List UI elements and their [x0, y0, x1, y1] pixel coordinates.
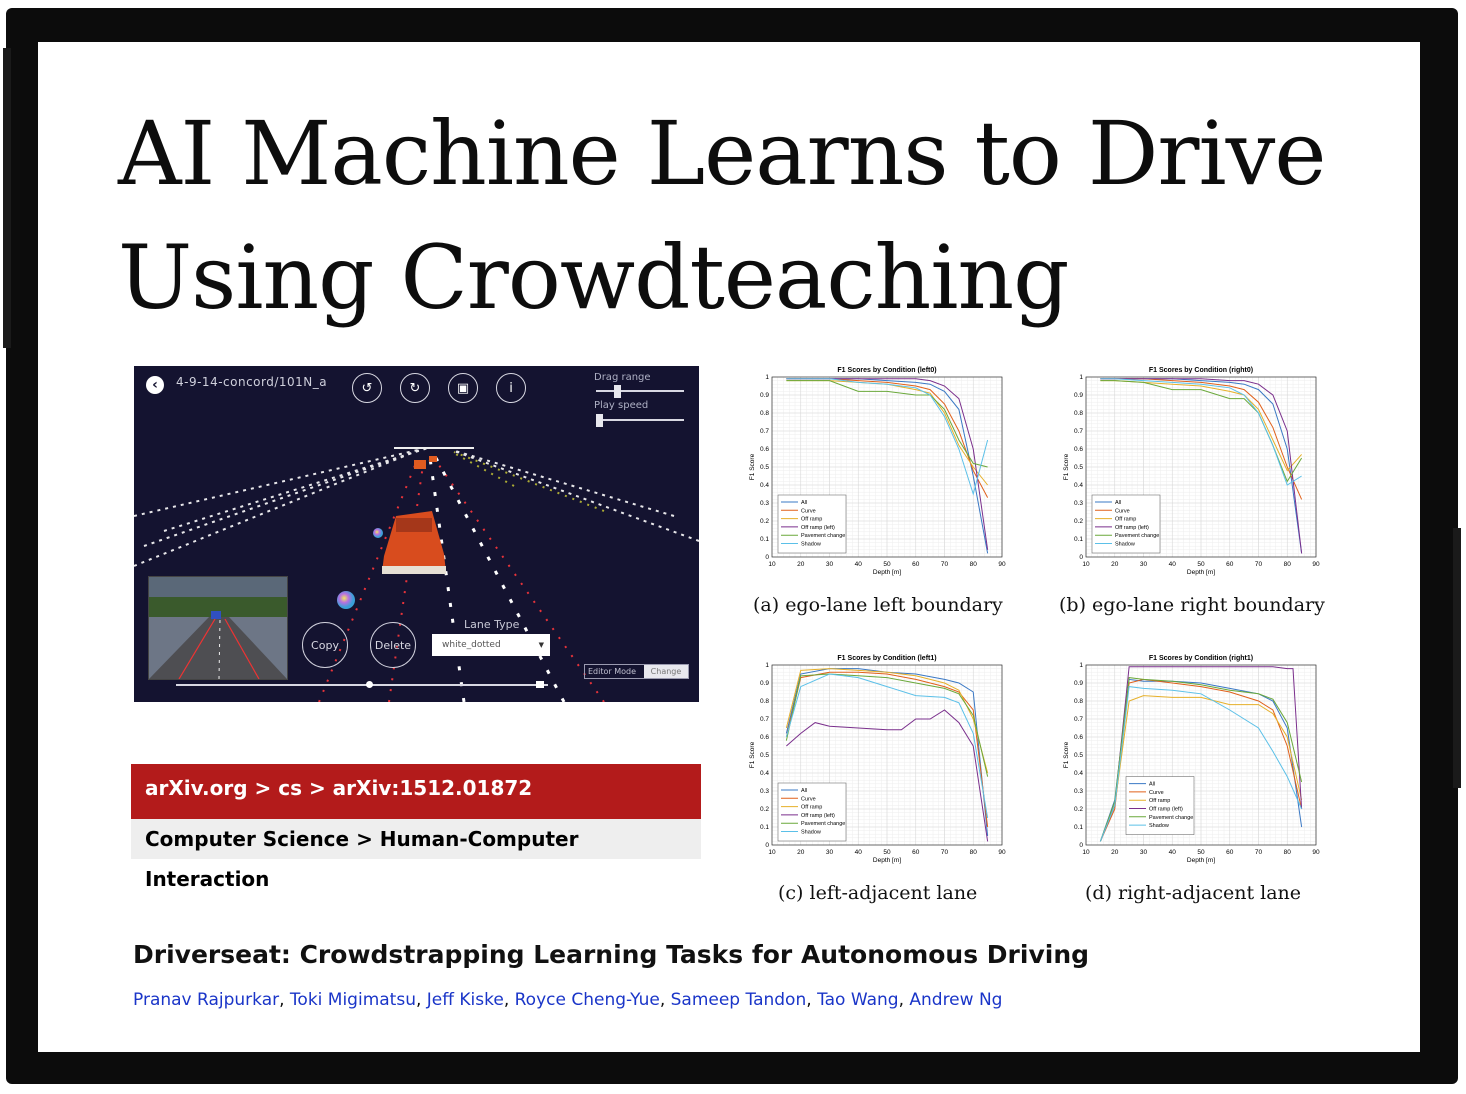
undo-icon[interactable]: ↺ — [352, 373, 382, 403]
legend-label: All — [801, 500, 808, 506]
x-axis-label: Depth [m] — [1186, 857, 1216, 864]
change-mode-button[interactable]: Change — [644, 665, 688, 678]
author-separator: , — [415, 990, 427, 1010]
chart-svg — [1056, 362, 1326, 584]
author-link[interactable]: Tao Wang — [817, 990, 899, 1010]
chart-svg — [742, 650, 1012, 872]
y-tick-label: 0.5 — [1073, 752, 1083, 759]
author-separator: , — [898, 990, 910, 1010]
y-tick-label: 0.9 — [1073, 392, 1083, 399]
caption-c: (c) left-adjacent lane — [778, 882, 978, 904]
y-tick-label: 0.7 — [759, 428, 769, 435]
x-tick-label: 90 — [1312, 849, 1320, 856]
y-tick-label: 0.8 — [1073, 410, 1083, 417]
legend-label: Off ramp — [1149, 798, 1171, 805]
x-axis-label: Depth [m] — [872, 857, 902, 864]
x-tick-label: 30 — [825, 849, 834, 856]
x-tick-label: 80 — [969, 849, 977, 856]
y-tick-label: 0.7 — [1073, 716, 1083, 723]
y-tick-label: 1 — [1079, 662, 1083, 669]
lane-type-select[interactable] — [432, 634, 550, 656]
y-tick-label: 1 — [1079, 374, 1083, 381]
redo-icon[interactable]: ↻ — [400, 373, 430, 403]
timeline-scrubber[interactable] — [176, 684, 548, 686]
legend-label: Pavement change — [1115, 533, 1160, 540]
y-tick-label: 0.8 — [759, 410, 769, 417]
arxiv-breadcrumb-bar: arXiv.org > cs > arXiv:1512.01872 — [131, 764, 701, 819]
y-tick-label: 0 — [765, 554, 769, 561]
f1-chart-right0 — [1056, 362, 1326, 584]
x-tick-label: 70 — [940, 849, 949, 856]
y-tick-label: 0.2 — [1073, 518, 1083, 525]
legend-label: Off ramp — [1115, 516, 1137, 523]
y-tick-label: 0.7 — [759, 716, 769, 723]
y-tick-label: 0.4 — [759, 770, 769, 777]
play-speed-knob[interactable] — [596, 414, 603, 427]
legend-label: Pavement change — [801, 821, 846, 828]
driverseat-editor-screenshot — [134, 366, 699, 702]
x-tick-label: 50 — [1197, 849, 1205, 856]
lane-type-label: Lane Type — [464, 618, 520, 631]
x-tick-label: 60 — [912, 849, 920, 856]
y-tick-label: 0.3 — [759, 788, 769, 795]
legend-label: Off ramp (left) — [801, 812, 835, 819]
y-tick-label: 0.6 — [1073, 446, 1083, 453]
y-tick-label: 0.1 — [1073, 824, 1083, 831]
legend-label: Shadow — [1149, 823, 1169, 830]
x-tick-label: 50 — [883, 849, 891, 856]
author-separator: , — [503, 990, 515, 1010]
delete-button[interactable]: Delete — [370, 622, 416, 668]
y-tick-label: 0.5 — [759, 752, 769, 759]
y-tick-label: 0.6 — [759, 446, 769, 453]
y-tick-label: 0.9 — [759, 392, 769, 399]
chart-svg — [742, 362, 1012, 584]
timeline-end-marker — [536, 681, 544, 688]
author-list — [133, 990, 1002, 1010]
info-icon[interactable]: i — [496, 373, 526, 403]
y-axis-label: F1 Score — [749, 741, 756, 769]
legend-label: Shadow — [801, 541, 821, 548]
x-tick-label: 20 — [1111, 561, 1119, 568]
y-tick-label: 0.1 — [759, 536, 769, 543]
y-tick-label: 0.1 — [1073, 536, 1083, 543]
play-speed-slider[interactable] — [596, 419, 684, 421]
y-tick-label: 0 — [1079, 554, 1083, 561]
x-tick-label: 40 — [854, 849, 862, 856]
x-tick-label: 10 — [768, 849, 776, 856]
editor-mode-toggle[interactable] — [584, 664, 689, 679]
legend-label: Curve — [801, 796, 816, 803]
y-axis-label: F1 Score — [749, 453, 756, 481]
y-tick-label: 0.3 — [1073, 788, 1083, 795]
x-tick-label: 90 — [998, 561, 1006, 568]
x-axis-label: Depth [m] — [1186, 569, 1216, 576]
legend-label: Shadow — [801, 829, 821, 836]
y-tick-label: 0.8 — [759, 698, 769, 705]
arxiv-category-bar: Computer Science > Human-Computer Interaction — [131, 819, 701, 859]
y-tick-label: 0.6 — [1073, 734, 1083, 741]
lane-type-value: white_dotted — [442, 640, 501, 650]
slide-headline — [118, 92, 1418, 340]
f1-chart-left1 — [742, 650, 1012, 872]
legend-label: Curve — [1149, 789, 1164, 796]
headline-line-2: Using Crowdteaching — [118, 226, 1069, 329]
x-tick-label: 70 — [1254, 849, 1263, 856]
legend-label: Shadow — [1115, 541, 1135, 548]
y-tick-label: 0.1 — [759, 824, 769, 831]
play-speed-label: Play speed — [594, 400, 649, 411]
y-tick-label: 0.4 — [1073, 482, 1083, 489]
legend-label: Off ramp (left) — [1115, 524, 1149, 531]
camera-thumbnail — [148, 576, 288, 680]
author-separator: , — [279, 990, 290, 1010]
y-tick-label: 0.6 — [759, 734, 769, 741]
author-link[interactable]: Toki Migimatsu — [289, 990, 416, 1010]
editor-mode-label: Editor Mode — [588, 667, 637, 676]
y-tick-label: 1 — [765, 374, 769, 381]
x-tick-label: 20 — [1111, 849, 1119, 856]
y-axis-label: F1 Score — [1063, 453, 1070, 481]
x-tick-label: 70 — [1254, 561, 1263, 568]
legend-label: Pavement change — [801, 533, 846, 540]
x-tick-label: 80 — [1283, 849, 1291, 856]
x-tick-label: 30 — [1139, 561, 1148, 568]
y-tick-label: 0.4 — [1073, 770, 1083, 777]
author-separator: , — [659, 990, 671, 1010]
y-tick-label: 0.2 — [759, 518, 769, 525]
x-axis-label: Depth [m] — [872, 569, 902, 576]
chevron-down-icon: ▼ — [538, 641, 544, 649]
y-tick-label: 0.9 — [759, 680, 769, 687]
legend-label: Off ramp — [801, 804, 823, 811]
x-tick-label: 10 — [768, 561, 776, 568]
x-tick-label: 20 — [797, 849, 805, 856]
legend-label: Pavement change — [1149, 814, 1194, 821]
chart-title: F1 Scores by Condition (left1) — [837, 655, 937, 662]
author-link[interactable]: Jeff Kiske — [426, 990, 504, 1010]
x-tick-label: 10 — [1082, 849, 1090, 856]
x-tick-label: 70 — [940, 561, 949, 568]
legend-label: All — [1149, 781, 1156, 788]
x-tick-label: 50 — [1197, 561, 1205, 568]
x-tick-label: 80 — [969, 561, 977, 568]
caption-b: (b) ego-lane right boundary — [1059, 594, 1325, 616]
y-tick-label: 1 — [765, 662, 769, 669]
legend-label: Curve — [1115, 508, 1130, 515]
x-tick-label: 80 — [1283, 561, 1291, 568]
back-arrow-icon[interactable]: ‹ — [146, 376, 164, 394]
f1-chart-right1 — [1056, 650, 1326, 872]
x-tick-label: 50 — [883, 561, 891, 568]
author-link[interactable]: Royce Cheng-Yue — [514, 990, 660, 1010]
file-name: 4-9-14-concord/101N_a — [176, 375, 328, 389]
drag-range-label: Drag range — [594, 372, 651, 383]
x-tick-label: 40 — [1168, 561, 1176, 568]
drag-range-slider[interactable] — [596, 390, 684, 392]
y-tick-label: 0.3 — [759, 500, 769, 507]
y-tick-label: 0 — [1079, 842, 1083, 849]
x-tick-label: 40 — [854, 561, 862, 568]
legend-label: All — [801, 788, 808, 794]
x-tick-label: 30 — [1139, 849, 1148, 856]
chart-svg — [1056, 650, 1326, 872]
caption-d: (d) right-adjacent lane — [1085, 882, 1302, 904]
save-icon[interactable]: ▣ — [448, 373, 478, 403]
y-tick-label: 0.5 — [1073, 464, 1083, 471]
legend-label: Off ramp — [801, 516, 823, 523]
legend-label: Curve — [801, 508, 816, 515]
x-tick-label: 60 — [1226, 561, 1234, 568]
chart-title: F1 Scores by Condition (right1) — [1148, 655, 1254, 662]
legend-label: All — [1115, 500, 1122, 506]
caption-a: (a) ego-lane left boundary — [753, 594, 1003, 616]
y-tick-label: 0.9 — [1073, 680, 1083, 687]
x-tick-label: 60 — [1226, 849, 1234, 856]
author-link[interactable]: Pranav Rajpurkar — [133, 990, 280, 1010]
chart-title: F1 Scores by Condition (left0) — [837, 367, 937, 374]
y-axis-label: F1 Score — [1063, 741, 1070, 769]
y-tick-label: 0.4 — [759, 482, 769, 489]
timeline-playhead[interactable] — [366, 681, 373, 688]
y-tick-label: 0.8 — [1073, 698, 1083, 705]
copy-button[interactable]: Copy — [302, 622, 348, 668]
x-tick-label: 20 — [797, 561, 805, 568]
chart-title: F1 Scores by Condition (right0) — [1148, 367, 1254, 374]
y-tick-label: 0 — [765, 842, 769, 849]
headline-line-1: AI Machine Learns to Drive — [118, 102, 1326, 205]
y-tick-label: 0.7 — [1073, 428, 1083, 435]
y-tick-label: 0.3 — [1073, 500, 1083, 507]
paper-title: Driverseat: Crowdstrapping Learning Tasks for Autonomous Driving — [133, 940, 1090, 969]
legend-label: Off ramp (left) — [1149, 806, 1183, 813]
author-link[interactable]: Andrew Ng — [909, 990, 1003, 1010]
vehicle-model — [382, 511, 446, 574]
drag-range-knob[interactable] — [614, 385, 621, 398]
y-tick-label: 0.5 — [759, 464, 769, 471]
author-separator: , — [806, 990, 818, 1010]
y-tick-label: 0.2 — [1073, 806, 1083, 813]
y-tick-label: 0.2 — [759, 806, 769, 813]
author-link[interactable]: Sameep Tandon — [670, 990, 807, 1010]
legend-label: Off ramp (left) — [801, 524, 835, 531]
x-tick-label: 40 — [1168, 849, 1176, 856]
x-tick-label: 30 — [825, 561, 834, 568]
x-tick-label: 10 — [1082, 561, 1090, 568]
drag-handle-sphere[interactable] — [337, 591, 355, 609]
x-tick-label: 90 — [1312, 561, 1320, 568]
x-tick-label: 90 — [998, 849, 1006, 856]
f1-chart-left0 — [742, 362, 1012, 584]
x-tick-label: 60 — [912, 561, 920, 568]
